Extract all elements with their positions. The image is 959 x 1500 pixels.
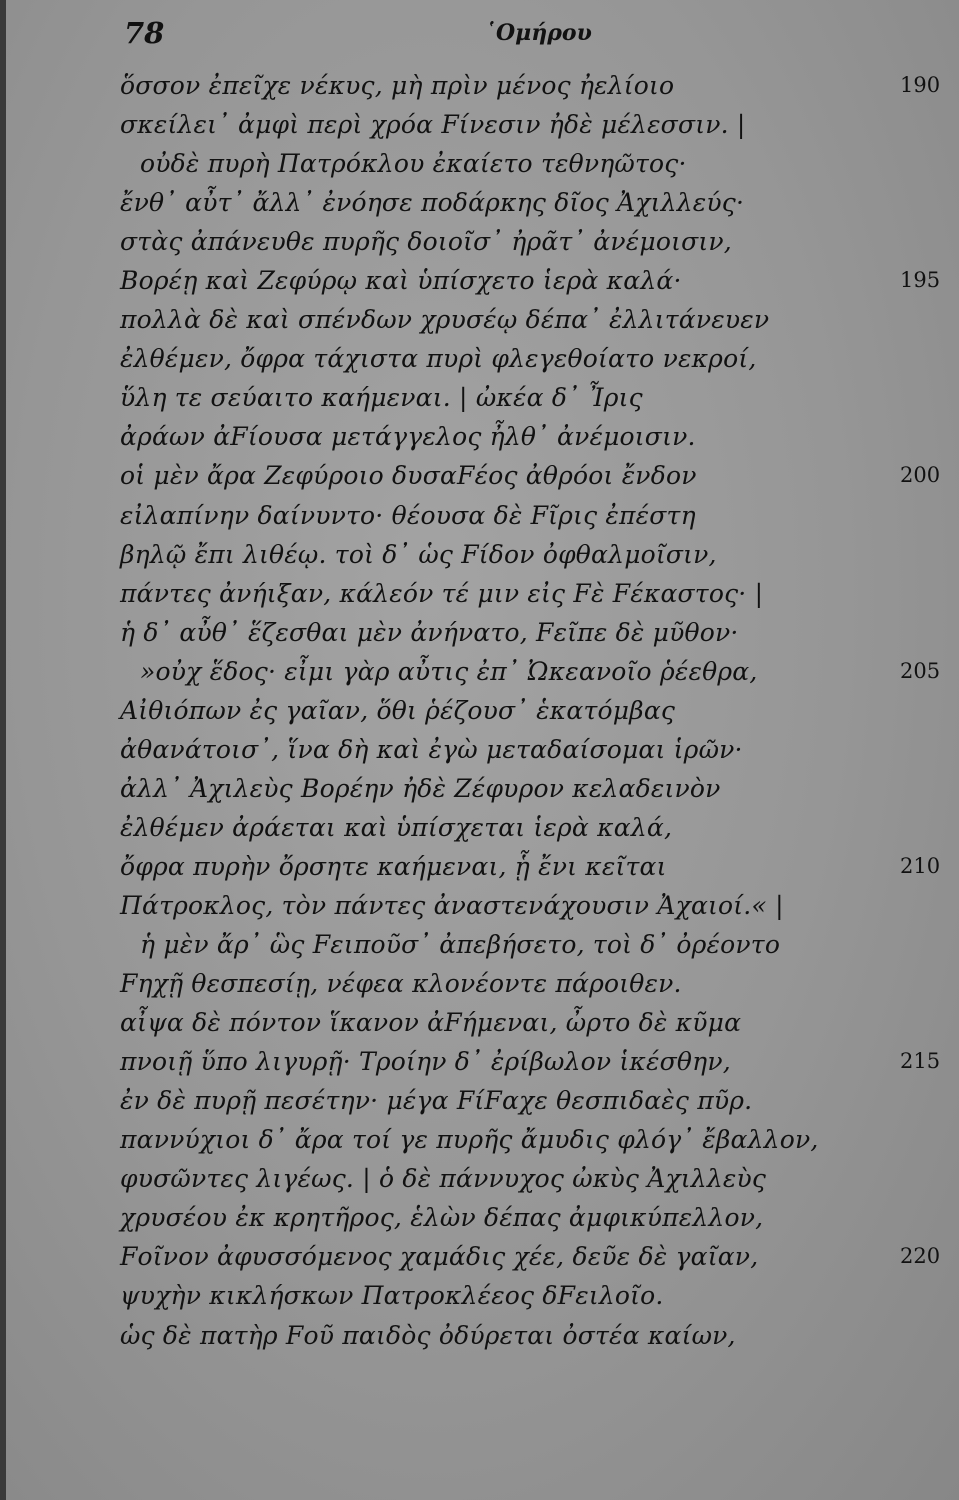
verse-line-text: παννύχιοι δ᾽ ἄρα τοί γε πυρῆς ἄμυδις φλόγ᾽ ἔβαλλον, [120,1125,819,1155]
verse-line [0,144,959,183]
verse-line [0,1081,959,1120]
verse-line [0,339,959,378]
verse-line-text: ἡ μὲν ἄρ᾽ ὣς Fειποῦσ᾽ ἀπεβήσετο, τοὶ δ᾽ ὀρέοντο [140,930,781,960]
verse-line-text: χρυσέου ἐκ κρητῆρος, ἑλὼν δέπας ἀμφικύπελλον, [120,1203,764,1233]
verse-line [0,652,959,691]
verse-line-number: 205 [900,658,941,683]
verse-line-text: ὡς δὲ πατὴρ Fοῦ παιδὸς ὀδύρεται ὀστέα καίων, [120,1320,736,1350]
verse-line [0,574,959,613]
verse-text-block [0,66,959,1355]
verse-line [0,222,959,261]
verse-line-number: 195 [900,268,941,293]
page-number: 78 [124,16,165,50]
verse-line-text: ἡ δ᾽ αὖθ᾽ ἕζεσθαι μὲν ἀνήνατο, Fεῖπε δὲ μῦθον· [120,617,739,647]
verse-line-text: φυσῶντες λιγέως. | ὁ δὲ πάννυχος ὠκὺς Ἀχιλλεὺς [120,1164,767,1194]
verse-line-number: 215 [900,1049,941,1074]
verse-line-text: εἰλαπίνην δαίνυντο· θέουσα δὲ Fῖρις ἐπέστη [120,500,696,530]
running-head: ῾Ομήρου [485,20,592,46]
verse-line [0,1198,959,1237]
verse-line-number: 220 [900,1244,941,1269]
verse-line [0,1237,959,1276]
verse-line-text: ὕλη τε σεύαιτο καήμεναι. | ὠκέα δ᾽ Ἶρις [120,383,643,413]
verse-line [0,456,959,495]
verse-line [0,535,959,574]
verse-line [0,1159,959,1198]
verse-line-number: 190 [900,73,941,97]
verse-line [0,886,959,925]
verse-line [0,105,959,144]
verse-line-text: οἱ μὲν ἄρα Ζεφύροιο δυσαFέος ἀθρόοι ἔνδον [120,461,697,491]
verse-line [0,496,959,535]
verse-line-text: ἀθανάτοισ᾽, ἵνα δὴ καὶ ἐγὼ μεταδαίσομαι ἱρῶν· [120,734,743,764]
verse-line [0,378,959,417]
verse-line [0,964,959,1003]
page-header [0,14,959,54]
verse-line [0,613,959,652]
verse-line-number: 210 [900,853,941,878]
verse-line-text: Fηχῇ θεσπεσίῃ, νέφεα κλονέοντε πάροιθεν. [120,969,682,999]
verse-line-text: στὰς ἀπάνευθε πυρῆς δοιοῖσ᾽ ἠρᾶτ᾽ ἀνέμοισιν, [120,227,732,257]
verse-line-text: ἀλλ᾽ Ἀχιλεὺς Βορέην ἠδὲ Ζέφυρον κελαδεινὸν [120,773,721,803]
verse-line [0,1276,959,1315]
verse-line [0,300,959,339]
verse-line-text: ἔνθ᾽ αὖτ᾽ ἄλλ᾽ ἐνόησε ποδάρκης δῖος Ἀχιλλεύς· [120,188,745,218]
verse-line [0,1120,959,1159]
verse-line-text: ἐν δὲ πυρῇ πεσέτην· μέγα FίFαχε θεσπιδαὲς πῦρ. [120,1086,753,1116]
verse-line [0,261,959,300]
verse-line-number: 200 [900,463,941,488]
verse-line [0,730,959,769]
verse-line-text: αἶψα δὲ πόντον ἵκανον ἀFήμεναι, ὦρτο δὲ κῦμα [120,1008,742,1038]
verse-line [0,925,959,964]
verse-line-text: Πάτροκλος, τὸν πάντες ἀναστενάχουσιν Ἀχαιοί.« | [120,890,784,920]
verse-line-text: ὄφρα πυρὴν ὄρσητε καήμεναι, ᾗ ἔνι κεῖται [120,851,667,881]
verse-line [0,1042,959,1081]
verse-line-text: Fοῖνον ἀφυσσόμενος χαμάδις χέε, δεῦε δὲ γαῖαν, [120,1242,759,1272]
verse-line [0,691,959,730]
verse-line-text: βηλῷ ἔπι λιθέῳ. τοὶ δ᾽ ὡς Fίδον ὀφθαλμοῖσιν, [120,539,717,569]
verse-line-text: οὐδὲ πυρὴ Πατρόκλου ἐκαίετο τεθνηῶτος· [140,149,687,179]
verse-line-text: σκείλει᾽ ἀμφὶ περὶ χρόα Fίνεσιν ἠδὲ μέλεσσιν. | [120,110,746,140]
verse-line-text: ἐλθέμεν, ὄφρα τάχιστα πυρὶ φλεγεθοίατο νεκροί, [120,344,757,374]
verse-line-text: ἀράων ἀFίουσα μετάγγελος ἦλθ᾽ ἀνέμοισιν. [120,422,696,452]
verse-line [0,769,959,808]
verse-line [0,417,959,456]
verse-line-text: »οὐχ ἕδος· εἶμι γὰρ αὖτις ἐπ᾽ Ὠκεανοῖο ῥέεθρα, [140,656,758,686]
verse-line [0,808,959,847]
verse-line [0,1316,959,1355]
verse-line-text: πάντες ἀνήιξαν, κάλεόν τέ μιν εἰς Fὲ Fέκαστος· | [120,578,764,608]
verse-line [0,847,959,886]
verse-line [0,183,959,222]
verse-line-text: Αἰθιόπων ἐς γαῖαν, ὅθι ῥέζουσ᾽ ἑκατόμβας [120,695,676,725]
verse-line [0,1003,959,1042]
verse-line-text: Βορέῃ καὶ Ζεφύρῳ καὶ ὑπίσχετο ἱερὰ καλά· [120,266,682,296]
verse-line [0,66,959,105]
verse-line-text: πολλὰ δὲ καὶ σπένδων χρυσέῳ δέπα᾽ ἐλλιτάνευεν [120,305,770,335]
verse-line-text: ψυχὴν κικλήσκων Πατροκλέεος δFειλοῖο. [120,1281,664,1311]
verse-line-text: ἐλθέμεν ἀράεται καὶ ὑπίσχεται ἱερὰ καλά, [120,812,673,842]
verse-line-text: ὅσσον ἐπεῖχε νέκυς, μὴ πρὶν μένος ἠελίοιο [120,71,675,100]
verse-line-text: πνοιῇ ὕπο λιγυρῇ· Τροίην δ᾽ ἐρίβωλον ἱκέσθην, [120,1047,731,1077]
